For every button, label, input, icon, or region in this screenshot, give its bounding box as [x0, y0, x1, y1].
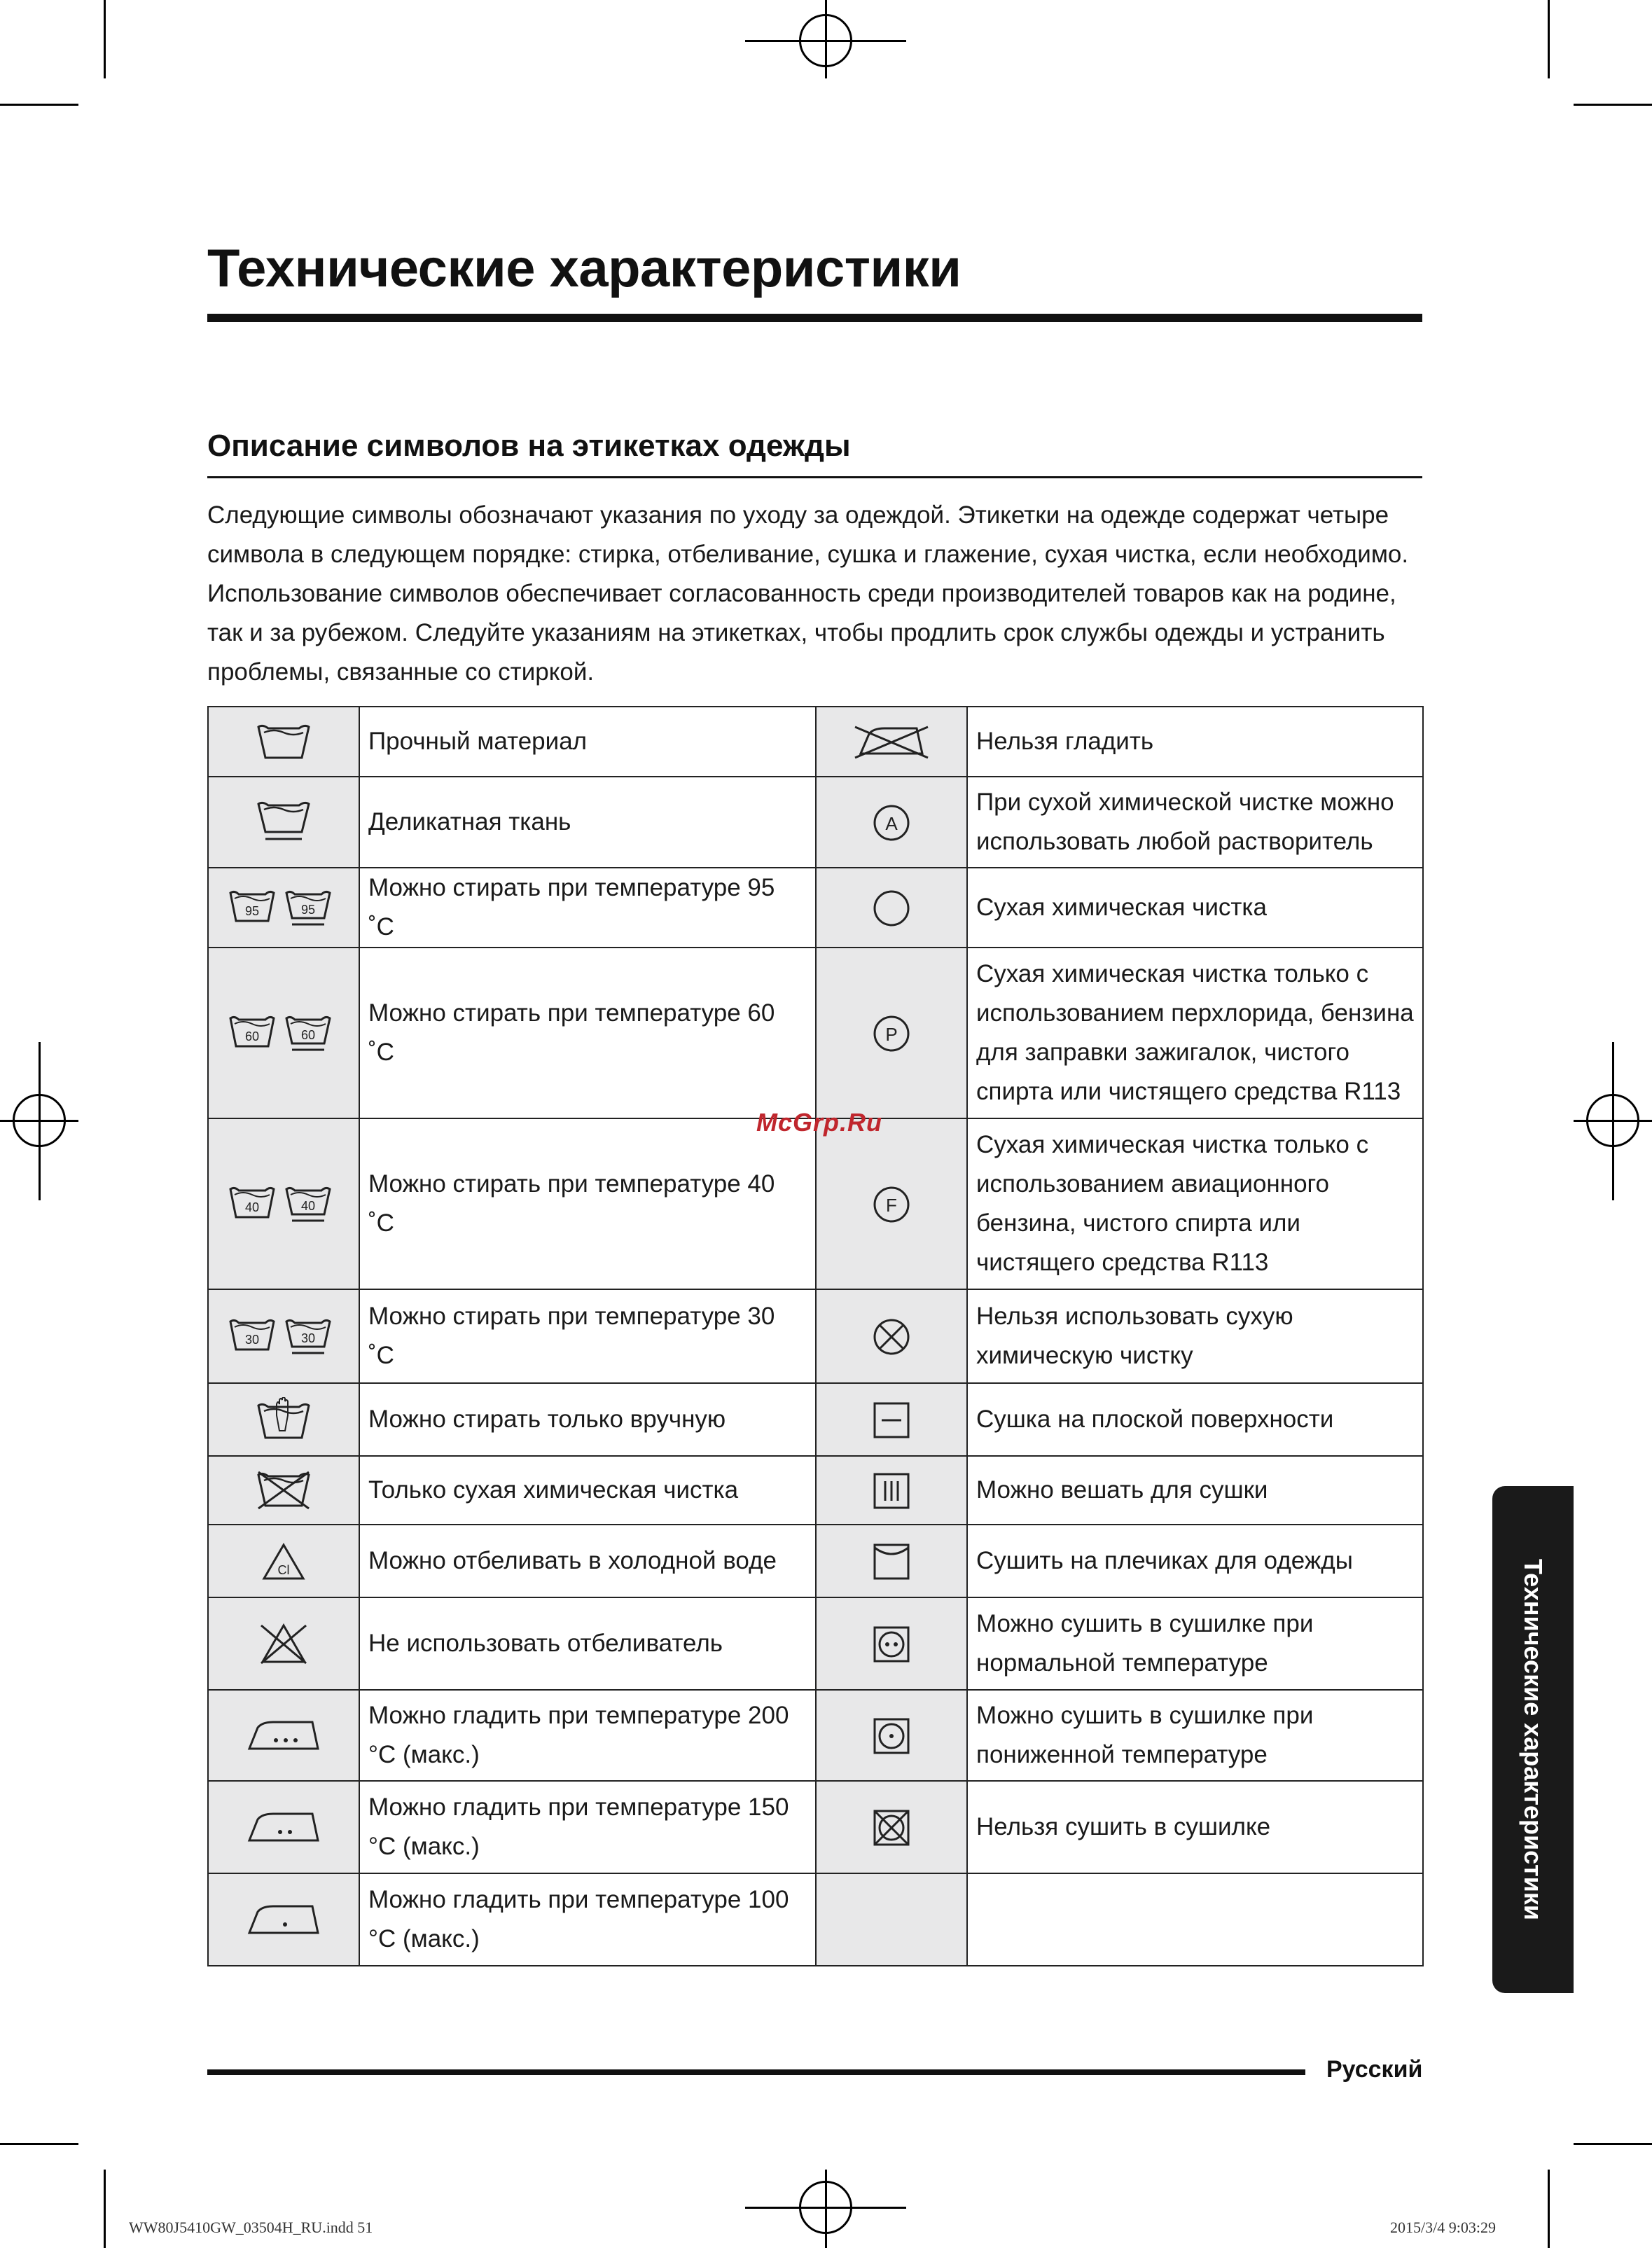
- crop-mark: [1574, 104, 1652, 106]
- hand-wash-icon: [256, 1397, 312, 1442]
- intro-paragraph: Следующие символы обозначают указания по уходу за одеждой. Этикетки на одежде содержат четыре символа в следующем порядке: стирка, отбеливание, сушка и глажение, сухая чистка, если необходимо. Использование символов обеспечивает согласованность среди производителей товаров как на родине, так и за рубежом. Следуйте указаниям на этикетках, чтобы продлить срок службы одежды и устранить проблемы, связанные со стиркой.: [207, 501, 1409, 686]
- symbol-cell: [208, 1781, 359, 1873]
- page-title: Технические характеристики: [207, 239, 962, 298]
- symbol-cell: [208, 1873, 359, 1966]
- table-row: [208, 1525, 1423, 1597]
- tub-30-icon: [228, 1317, 340, 1357]
- tub-delicate-icon: [256, 800, 312, 845]
- no-bleach-icon: [256, 1621, 312, 1666]
- symbol-description: Сухая химическая чистка: [967, 868, 1423, 948]
- svg-text:Cl: Cl: [277, 1562, 290, 1577]
- table-row: [208, 1289, 1423, 1383]
- symbol-description: Можно отбеливать в холодной воде: [359, 1525, 816, 1597]
- section-title: Описание символов на этикетках одежды: [207, 429, 851, 463]
- table-row: [208, 1597, 1423, 1690]
- circle-a-icon: [872, 803, 911, 842]
- symbol-description: Можно стирать при температуре 60 ˚C: [359, 948, 816, 1118]
- symbol-description: Не использовать отбеливатель: [359, 1597, 816, 1690]
- side-tab-label: Технические характеристики: [1519, 1558, 1548, 1921]
- symbol-cell: [208, 1118, 359, 1289]
- symbol-description: Только сухая химическая чистка: [359, 1456, 816, 1525]
- symbol-description: Можно стирать при температуре 30 ˚C: [359, 1289, 816, 1383]
- symbol-cell: [208, 1525, 359, 1597]
- symbol-cell: [816, 777, 967, 868]
- svg-text:40: 40: [244, 1200, 260, 1214]
- iron-200-icon: [245, 1716, 322, 1756]
- symbol-cell: [208, 777, 359, 868]
- registration-mark-right: [1574, 1120, 1652, 1122]
- crop-mark: [1548, 0, 1550, 78]
- svg-text:95: 95: [300, 902, 316, 917]
- symbol-cell: [816, 1456, 967, 1525]
- symbol-description: Нельзя гладить: [967, 707, 1423, 777]
- symbol-cell: [208, 868, 359, 948]
- tumble-low-icon: [872, 1716, 911, 1756]
- table-row: [208, 1781, 1423, 1873]
- symbol-description: Сушка на плоской поверхности: [967, 1383, 1423, 1456]
- tub-40-icon: [228, 1185, 340, 1224]
- symbol-cell: [816, 868, 967, 948]
- symbol-cell: [208, 1456, 359, 1525]
- crop-mark: [104, 2170, 106, 2248]
- symbol-cell: [816, 1118, 967, 1289]
- table-row: [208, 1456, 1423, 1525]
- registration-mark-bottom: [745, 2207, 906, 2209]
- symbol-cell: [816, 707, 967, 777]
- symbol-cell: [816, 1781, 967, 1873]
- table-row: [208, 1690, 1423, 1781]
- footer-language: Русский: [1326, 2056, 1423, 2083]
- symbol-description: Нельзя использовать сухую химическую чистку: [967, 1289, 1423, 1383]
- no-dry-clean-icon: [872, 1317, 911, 1357]
- no-iron-icon: [849, 723, 933, 762]
- table-row: [208, 707, 1423, 777]
- crop-mark: [1574, 2143, 1652, 2145]
- circle-p-icon: [872, 1014, 911, 1053]
- symbol-description: Можно сушить в сушилке при пониженной температуре: [967, 1690, 1423, 1781]
- footer-rule: [207, 2069, 1305, 2075]
- svg-text:P: P: [885, 1023, 898, 1045]
- symbol-cell-empty: [816, 1873, 967, 1966]
- symbol-description: Нельзя сушить в сушилке: [967, 1781, 1423, 1873]
- registration-mark-top: [745, 40, 906, 42]
- title-rule: [207, 314, 1422, 322]
- file-date: 2015/3/4 9:03:29: [1390, 2219, 1496, 2236]
- registration-mark-left: [0, 1120, 78, 1122]
- symbol-description: Сухая химическая чистка только с использованием перхлорида, бензина для заправки зажигалок, чистого спирта или чистящего средства R113: [967, 948, 1423, 1118]
- symbol-cell: [816, 1690, 967, 1781]
- symbol-description: Можно сушить в сушилке при нормальной температуре: [967, 1597, 1423, 1690]
- symbol-cell: [208, 707, 359, 777]
- symbol-description: Прочный материал: [359, 707, 816, 777]
- svg-text:F: F: [886, 1194, 897, 1216]
- watermark: McGrp.Ru: [756, 1108, 883, 1137]
- symbol-cell: [208, 1383, 359, 1456]
- tub-icon: [256, 723, 312, 762]
- symbol-cell: [816, 1597, 967, 1690]
- crop-mark: [1548, 2170, 1550, 2248]
- tub-60-icon: [228, 1014, 340, 1053]
- symbol-description: Можно гладить при температуре 150 °C (макс.): [359, 1781, 816, 1873]
- svg-text:60: 60: [300, 1027, 316, 1042]
- svg-text:95: 95: [244, 903, 260, 918]
- line-dry-icon: [872, 1471, 911, 1511]
- no-tumble-icon: [872, 1808, 911, 1847]
- care-symbols-table: [207, 706, 1424, 1966]
- svg-text:60: 60: [244, 1029, 260, 1043]
- symbol-description: При сухой химической чистке можно использовать любой растворитель: [967, 777, 1423, 868]
- table-row: [208, 868, 1423, 948]
- symbol-cell: [208, 1289, 359, 1383]
- circle-icon: [872, 889, 911, 928]
- iron-150-icon: [245, 1808, 322, 1847]
- side-tab: [1492, 1486, 1574, 1993]
- hanger-dry-icon: [872, 1542, 911, 1581]
- bleach-cl-icon: [261, 1542, 306, 1581]
- symbol-cell: [816, 1383, 967, 1456]
- symbol-description: Сухая химическая чистка только с использованием авиационного бензина, чистого спирта или чистящего средства R113: [967, 1118, 1423, 1289]
- registration-mark-bottom: [825, 2170, 827, 2248]
- no-wash-icon: [256, 1469, 312, 1511]
- symbol-description: Можно гладить при температуре 200 °C (макс.): [359, 1690, 816, 1781]
- crop-mark: [104, 0, 106, 78]
- symbol-description: Можно стирать при температуре 40 ˚C: [359, 1118, 816, 1289]
- symbol-cell: [208, 948, 359, 1118]
- symbol-description: Можно стирать при температуре 95 ˚C: [359, 868, 816, 948]
- symbol-cell: [816, 1525, 967, 1597]
- symbol-description: Можно гладить при температуре 100 °C (макс.): [359, 1873, 816, 1966]
- table-row: [208, 777, 1423, 868]
- symbol-description: Можно стирать только вручную: [359, 1383, 816, 1456]
- circle-f-icon: [872, 1185, 911, 1224]
- section-rule: [207, 476, 1422, 478]
- symbol-cell: [816, 1289, 967, 1383]
- table-row: [208, 1118, 1423, 1289]
- crop-mark: [0, 2143, 78, 2145]
- symbol-description: [967, 1873, 1423, 1966]
- symbol-cell: [816, 948, 967, 1118]
- symbol-description: Можно вешать для сушки: [967, 1456, 1423, 1525]
- symbol-description: Сушить на плечиках для одежды: [967, 1525, 1423, 1597]
- crop-mark: [0, 104, 78, 106]
- svg-text:A: A: [885, 812, 898, 834]
- dry-flat-icon: [872, 1401, 911, 1440]
- tumble-normal-icon: [872, 1625, 911, 1664]
- svg-text:40: 40: [300, 1198, 316, 1213]
- svg-text:30: 30: [244, 1332, 260, 1347]
- iron-100-icon: [245, 1901, 322, 1940]
- file-info: WW80J5410GW_03504H_RU.indd 51: [129, 2219, 373, 2236]
- table-row: [208, 1873, 1423, 1966]
- table-row: [208, 948, 1423, 1118]
- tub-95-icon: [228, 889, 340, 928]
- symbol-cell: [208, 1597, 359, 1690]
- registration-mark-top: [825, 0, 827, 78]
- symbol-description: Деликатная ткань: [359, 777, 816, 868]
- svg-text:30: 30: [300, 1331, 316, 1345]
- table-row: [208, 1383, 1423, 1456]
- symbol-cell: [208, 1690, 359, 1781]
